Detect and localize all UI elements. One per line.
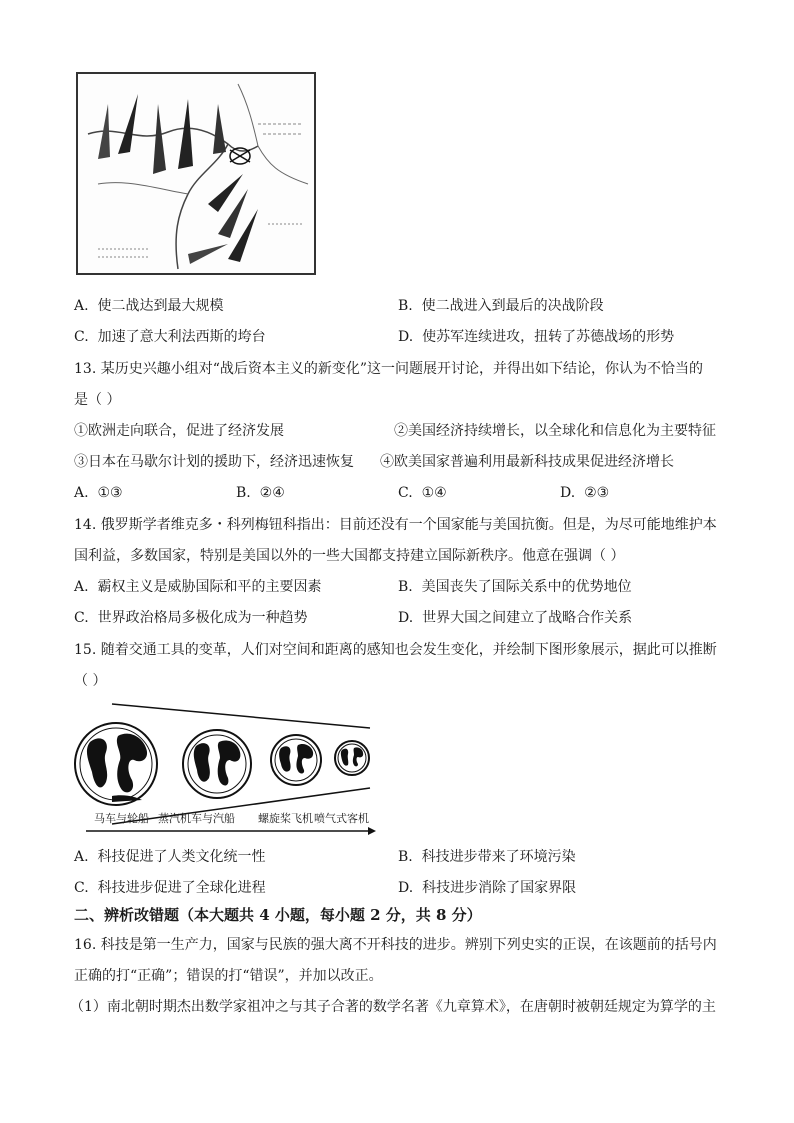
q13-statement-1: ①欧洲走向联合，促进了经济发展 [74,423,284,439]
q13-option-b[interactable]: B. ②④ [236,485,285,501]
q13-statement-2: ②美国经济持续增长，以全球化和信息化为主要特征 [394,423,716,439]
q14-option-c[interactable]: C. 世界政治格局多极化成为一种趋势 [74,610,308,626]
map-drawing [78,74,314,273]
globe-icon [183,730,251,798]
q15-stem-line2: （ ） [74,673,107,689]
q16-stem-line2: 正确的打“正确”；错误的打“错误”，并加以改正。 [74,968,383,984]
q12-option-a[interactable]: A. 使二战达到最大规模 [74,298,224,314]
q13-option-d[interactable]: D. ②③ [560,485,610,501]
globe-icon [335,741,369,775]
q13-option-c[interactable]: C. ①④ [398,485,447,501]
figure-label-jet: 喷气式客机 [314,812,369,825]
q15-option-d[interactable]: D. 科技进步消除了国家界限 [398,880,577,896]
figure-label-propeller: 螺旋桨飞机 [258,812,313,825]
section-heading: 二、辨析改错题（本大题共 4 小题，每小题 2 分，共 8 分） [74,906,482,924]
q14-option-a[interactable]: A. 霸权主义是威胁国际和平的主要因素 [74,579,322,595]
q14-stem-line1: 14. 俄罗斯学者维克多・科列梅钮科指出：目前还没有一个国家能与美国抗衡。但是，为尽可能地维护本 [74,517,717,533]
globe-icon [271,735,321,785]
q16-stem-line1: 16. 科技是第一生产力，国家与民族的强大离不开科技的进步。辨别下列史实的正误，在该题前的括号内 [74,937,717,953]
q14-option-b[interactable]: B. 美国丧失了国际关系中的优势地位 [398,579,632,595]
figure-label-steam: 蒸汽机车与汽船 [158,812,235,825]
q13-statement-3: ③日本在马歇尔计划的援助下，经济迅速恢复 [74,454,354,470]
globe-icon [75,723,157,805]
q13-stem-line2: 是（ ） [74,392,121,408]
q14-stem-line2: 国利益，多数国家，特别是美国以外的一些大国都支持建立国际新秩序。他意在强调（ ） [74,548,625,564]
q12-option-c[interactable]: C. 加速了意大利法西斯的垮台 [74,329,266,345]
q15-option-b[interactable]: B. 科技进步带来了环境污染 [398,849,576,865]
q15-option-a[interactable]: A. 科技促进了人类文化统一性 [74,849,266,865]
q14-option-d[interactable]: D. 世界大国之间建立了战略合作关系 [398,610,633,626]
figure-label-horse-carriage: 马车与轮船 [94,812,149,825]
q12-option-b[interactable]: B. 使二战进入到最后的决战阶段 [398,298,604,314]
q16-item-1: （1）南北朝时期杰出数学家祖冲之与其子合著的数学名著《九章算术》，在唐朝时被朝廷规定为算学的主 [70,999,716,1015]
timeline-arrow-icon [86,826,376,836]
q12-option-d[interactable]: D. 使苏军连续进攻，扭转了苏德战场的形势 [398,329,675,345]
q13-statement-4: ④欧美国家普遍利用最新科技成果促进经济增长 [380,454,674,470]
battle-map-figure [76,72,316,275]
q13-stem-line1: 13. 某历史兴趣小组对“战后资本主义的新变化”这一问题展开讨论，并得出如下结论，你认为不恰当的 [74,361,704,377]
q13-option-a[interactable]: A. ①③ [74,485,123,501]
q15-option-c[interactable]: C. 科技进步促进了全球化进程 [74,880,266,896]
q15-stem-line1: 15. 随着交通工具的变革，人们对空间和距离的感知也会发生变化，并绘制下图形象展示，据此可以推断 [74,642,717,658]
